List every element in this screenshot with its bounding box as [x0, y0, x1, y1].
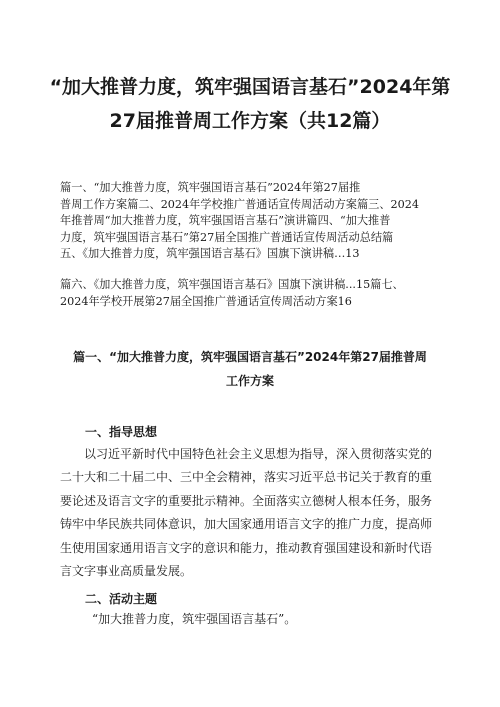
toc-line: 五、《加大推普力度，筑牢强国语言基石》国旗下演讲稿…13 — [60, 247, 360, 260]
paragraph-line: 言文字事业高质量发展。 — [60, 564, 193, 579]
table-of-contents — [60, 180, 445, 263]
toc-line: 普周工作方案篇二、2024年学校推广普通话宣传周活动方案篇三、2024 — [60, 197, 420, 211]
section-title — [40, 345, 460, 393]
paragraph-line: 以习近平新时代中国特色社会主义思想为指导，深入贯彻落实党的 — [84, 447, 433, 461]
section-title-line-1: 篇一、“加大推普力度，筑牢强国语言基石”2024年第27届推普周 — [73, 350, 427, 364]
paragraph-line: 要论述及语言文字的重要批示精神。全面落实立德树人根本任务，服务 — [60, 493, 433, 508]
document-title — [40, 70, 460, 138]
heading-guiding-ideology: 一、指导思想 — [85, 425, 158, 439]
toc-line: 篇六、《加大推普力度，筑牢强国语言基石》国旗下演讲稿...15篇七、 — [60, 278, 404, 291]
toc-line: 力度，筑牢强国语言基石”第27届全国推广普通话宣传周活动总结篇 — [60, 230, 394, 244]
toc-line: 篇一、“加大推普力度，筑牢强国语言基石”2024年第27届推 — [60, 181, 361, 194]
toc-line: 年推普周“加大推普力度，筑牢强国语言基石”演讲篇四、“加大推普 — [60, 214, 391, 227]
activity-theme-text: “加大推普力度，筑牢强国语言基石”。 — [92, 612, 297, 626]
document-title-line-1: “加大推普力度，筑牢强国语言基石”2024年第 — [49, 76, 451, 98]
section-title-line-2: 工作方案 — [225, 374, 274, 388]
toc-line: 2024年学校开展第27届全国推广普通话宣传周活动方案16 — [60, 294, 352, 308]
document-title-line-2: 27届推普周工作方案（共12篇） — [109, 110, 391, 132]
paragraph-line: 铸牢中华民族共同体意识，加大国家通用语言文字的推广力度，提高师 — [60, 517, 433, 532]
table-of-contents-continued — [60, 277, 445, 310]
paragraph-line: 生使用国家通用语言文字的意识和能力，推动教育强国建设和新时代语 — [60, 540, 433, 555]
paragraph-guiding-ideology — [60, 443, 470, 583]
paragraph-line: 二十大和二十届二中、三中全会精神，落实习近平总书记关于教育的重 — [60, 470, 433, 485]
heading-activity-theme: 二、活动主题 — [85, 592, 158, 606]
